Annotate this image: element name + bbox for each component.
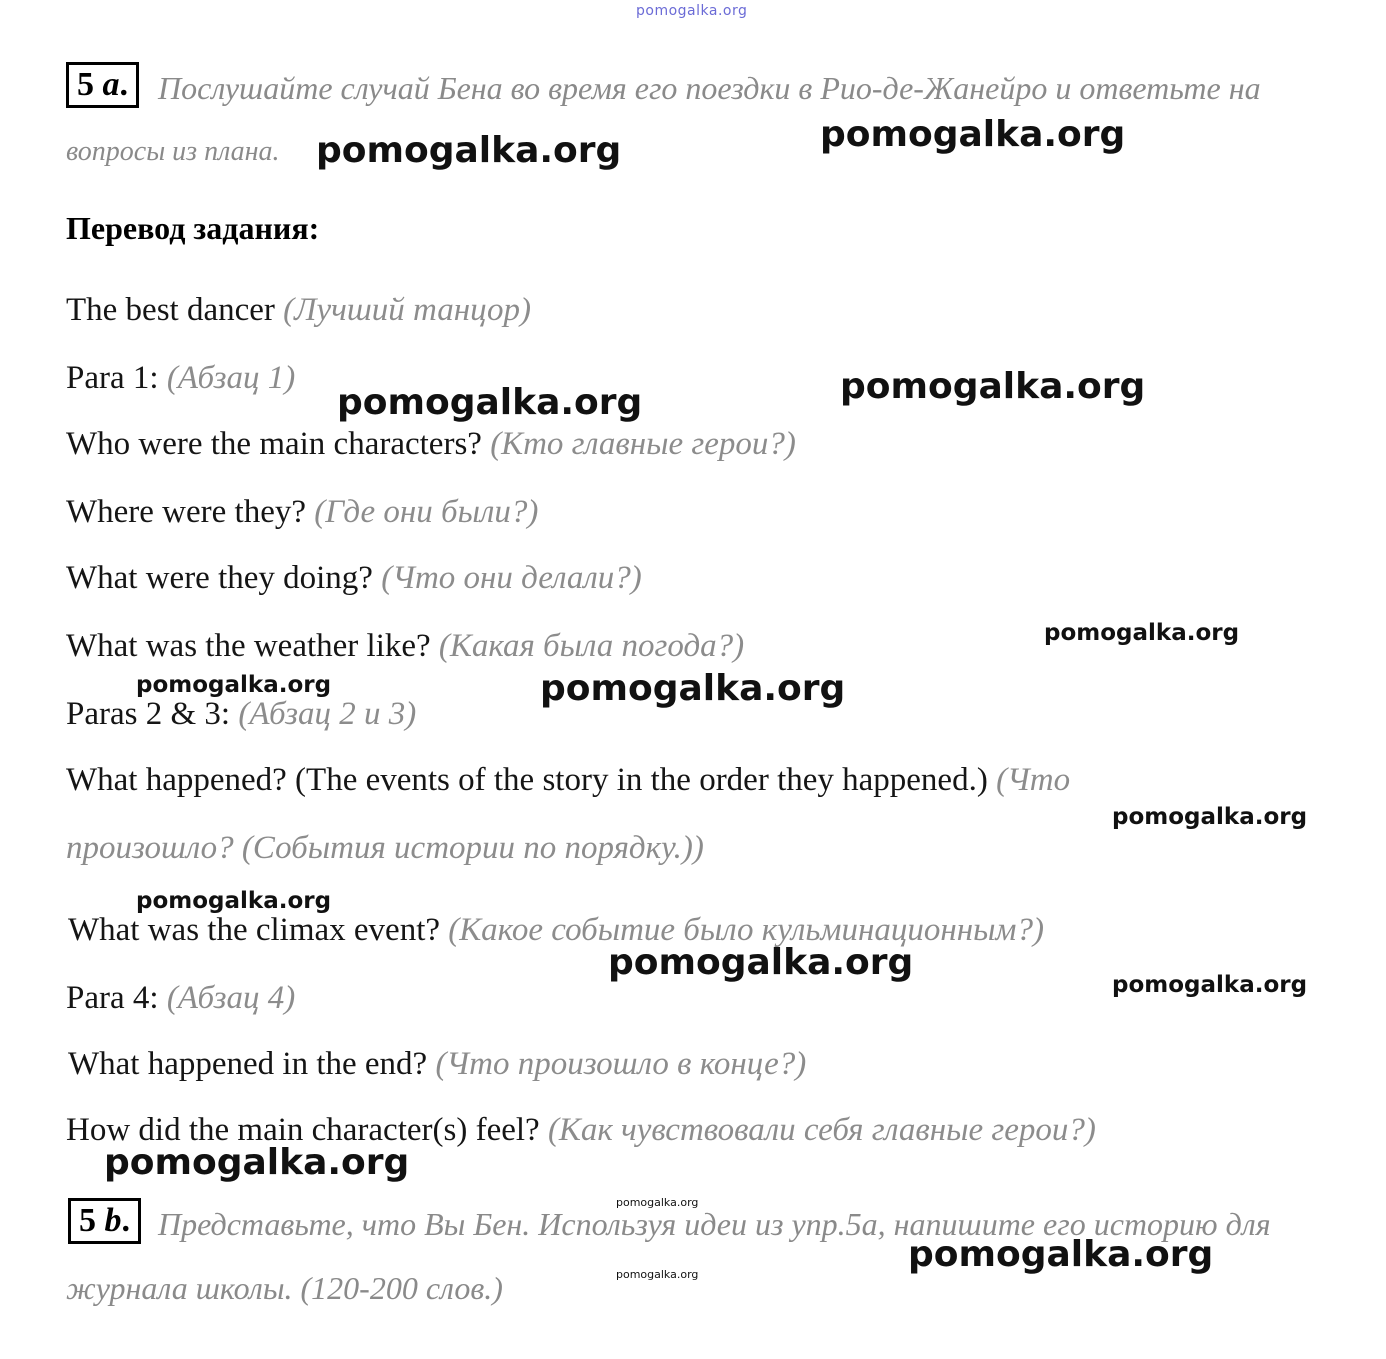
task-5a-instruction-line1: Послушайте случай Бена во время его поездки в Рио-де-Жанейро и ответьте на <box>158 70 1261 106</box>
watermark-text: pomogalka.org <box>616 1196 699 1209</box>
plan-line-ru: (Какая была погода?) <box>438 628 745 664</box>
task-letter: a <box>102 66 120 103</box>
plan-line-ru: (Что они делали?) <box>381 560 642 596</box>
plan-line-ru: (Абзац 1) <box>166 360 296 396</box>
plan-line-ru: (Как чувствовали себя главные герои?) <box>547 1112 1096 1148</box>
watermark-text: pomogalka.org <box>616 1268 699 1281</box>
watermark-text: pomogalka.org <box>1112 804 1308 830</box>
plan-line-ru: (Абзац 2 и 3) <box>238 696 417 732</box>
watermark-text: pomogalka.org <box>104 1142 410 1183</box>
watermark-text: pomogalka.org <box>136 672 332 698</box>
task-number: 5 <box>77 66 94 103</box>
watermark-text: pomogalka.org <box>337 382 643 423</box>
plan-line <box>66 494 538 531</box>
plan-line <box>66 426 796 463</box>
watermark-text: pomogalka.org <box>840 366 1146 407</box>
watermark-text: pomogalka.org <box>1112 972 1308 998</box>
task-5b-instruction-line2: журнала школы. (120-200 слов.) <box>66 1270 503 1306</box>
watermark-text: pomogalka.org <box>608 942 914 983</box>
watermark-text: pomogalka.org <box>636 3 748 19</box>
plan-line-ru: (Что произошло в конце?) <box>435 1046 807 1082</box>
task-5a-instruction-line2: вопросы из плана. <box>66 136 280 167</box>
plan-line-en: What was the climax event? <box>68 912 441 948</box>
task-number-box-5a: 5 a. <box>66 62 139 108</box>
plan-line-ru: (Какое событие было кульминационным?) <box>448 912 1044 948</box>
task-number: 5 <box>79 1202 96 1239</box>
plan-line-en: What happened? (The events of the story in the order they happened.) <box>66 762 988 798</box>
watermark-text: pomogalka.org <box>540 668 846 709</box>
watermark-text: pomogalka.org <box>1044 620 1240 646</box>
plan-line-ru: (Что <box>996 762 1071 798</box>
task-number-box-5b: 5 b. <box>68 1198 141 1244</box>
plan-line-ru: (Где они были?) <box>314 494 539 530</box>
plan-line-ru: (Абзац 4) <box>166 980 296 1016</box>
plan-line-en: What happened in the end? <box>68 1046 428 1082</box>
plan-line <box>66 560 642 597</box>
plan-line <box>66 980 295 1017</box>
watermark-text: pomogalka.org <box>908 1234 1214 1275</box>
watermark-text: pomogalka.org <box>136 888 332 914</box>
plan-line-en: Para 4: <box>66 980 159 1016</box>
plan-line <box>66 292 531 329</box>
task-5b-instruction-line1: Представьте, что Вы Бен. Используя идеи из упр.5а, напишите его историю для <box>158 1206 1271 1242</box>
plan-line-en: The best dancer <box>66 292 275 328</box>
translation-heading: Перевод задания: <box>66 210 320 246</box>
plan-line <box>68 1046 806 1083</box>
plan-line <box>66 360 295 397</box>
plan-line-en: What was the weather like? <box>66 628 431 664</box>
plan-line-en: Who were the main characters? <box>66 426 482 462</box>
plan-line-en: What were they doing? <box>66 560 373 596</box>
watermark-text: pomogalka.org <box>820 114 1126 155</box>
plan-line-en: Where were they? <box>66 494 307 530</box>
plan-line <box>66 628 744 665</box>
plan-line-ru: (Кто главные герои?) <box>490 426 796 462</box>
plan-line-ru: (Лучший танцор) <box>283 292 532 328</box>
task-letter: b <box>104 1202 122 1239</box>
plan-line-ru: произошло? (События истории по порядку.)) <box>66 830 704 866</box>
plan-line-en: Para 1: <box>66 360 159 396</box>
plan-line <box>66 696 416 733</box>
plan-line-en: How did the main character(s) feel? <box>66 1112 540 1148</box>
plan-line <box>66 762 1070 799</box>
watermark-text: pomogalka.org <box>316 130 622 171</box>
plan-line-en: Paras 2 & 3: <box>66 696 231 732</box>
plan-line <box>66 830 704 867</box>
